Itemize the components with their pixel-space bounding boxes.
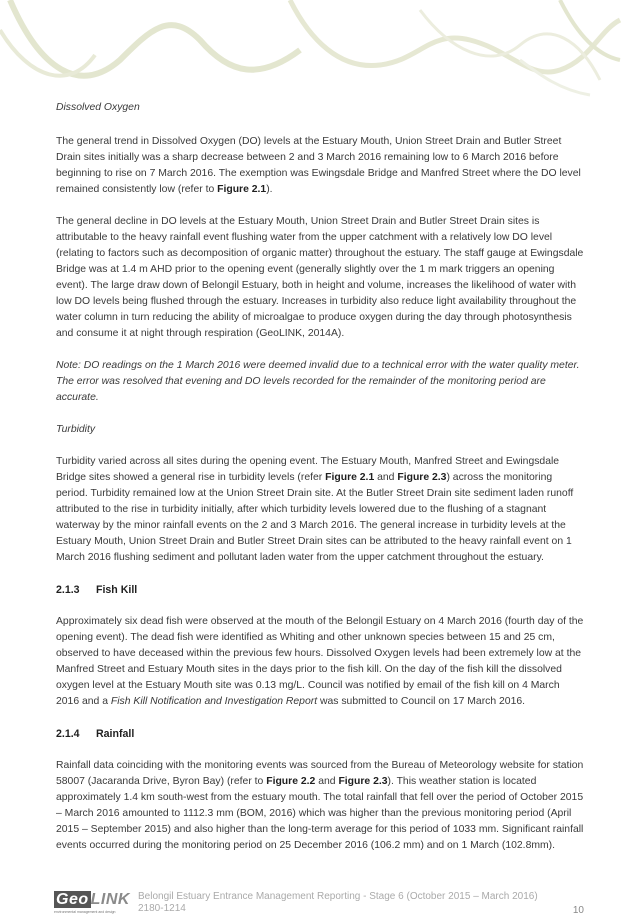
rainfall-paragraph: Rainfall data coinciding with the monitoring events was sourced from the Bureau of Meteorology website for station 58007 (Jacaranda Drive, Byron Bay) (refer to Figure 2.2 and Figure 2.3). This weather station is located approximately 1.4 km south-west from the estuary mouth. The total rainfall that fell over the period of October 2015 – March 2016 amounted to 1112.3 mm (BOM, 2016) which was higher than the previous monitoring period (April 2015 – September 2015) and also higher than the long-term average for this period of 1033 mm. Significant rainfall events occurred during the monitoring period on 25 December 2016 (106.2 mm) and on 1 March (102.8mm). bbox=[56, 760, 584, 851]
page-number: 10 bbox=[572, 905, 584, 916]
figure-reference: Figure 2.3 bbox=[397, 472, 447, 483]
fish-kill-paragraph: Approximately six dead fish were observed at the mouth of the Belongil Estuary on 4 March 2016 (fourth day of the opening event). The dead fish were identified as Whiting and other unknown species between 15 and 25 cm, observed to have deceased within the previous few hours. Dissolved Oxygen levels had been extremely low at the Manfred Street and Estuary Mouth sites in the days prior to the fish kill. On the day of the fish kill the dissolved oxygen level at the Estuary Mouth site was 0.13 mg/L. Council was notified by email of the fish kill on 4 March 2016 and a Fish Kill Notification and Investigation Report was submitted to Council on 17 March 2016. bbox=[56, 616, 584, 707]
dissolved-oxygen-paragraph-2: The general decline in DO levels at the Estuary Mouth, Union Street Drain and Butler Street Drain sites is attributable to the heavy rainfall event flushing water from the upper catchment with a relatively low DO level (relating to factors such as decomposition of organic matter) throughout the estuary. The staff gauge at Ewingsdale Bridge was at 1.4 m AHD prior to the opening event (generally slightly over the 1 m mark triggers an opening event). The large draw down of Belongil Estuary, both in height and volume, increases the likelihood of water with low DO levels being flushed through the estuary. Increases in turbidity also reduce light availability throughout the water column in turn reducing the ability of microalgae to produce oxygen during the day through photosynthesis and consume it at night through respiration (GeoLINK, 2014A). bbox=[56, 216, 584, 339]
header-decoration bbox=[0, 0, 637, 100]
footer-report-title: Belongil Estuary Entrance Management Reporting - Stage 6 (October 2015 – March 2016) 2180-1214 bbox=[138, 891, 558, 915]
rainfall-heading: 2.1.4 Rainfall bbox=[56, 728, 135, 740]
figure-reference: Figure 2.3 bbox=[338, 776, 388, 787]
page-footer bbox=[54, 891, 584, 924]
figure-reference: Figure 2.1 bbox=[325, 472, 375, 483]
geolink-logo: Geo LINK environmental management and design bbox=[54, 891, 130, 914]
dissolved-oxygen-paragraph-1: The general trend in Dissolved Oxygen (DO) levels at the Estuary Mouth, Union Street Drain and Butler Street Drain sites initially was a sharp decrease between 2 and 3 March 2016 remaining low to 6 March 2016 before beginning to rise on 7 March 2016. The exemption was Ewingsdale Bridge and Manfred Street where the DO level remained consistently low (refer to Figure 2.1). bbox=[56, 136, 581, 195]
page-content bbox=[56, 100, 584, 870]
figure-reference: Figure 2.1 bbox=[217, 184, 267, 195]
turbidity-heading: Turbidity bbox=[56, 424, 96, 435]
turbidity-paragraph: Turbidity varied across all sites during the opening event. The Estuary Mouth, Manfred Street and Ewingsdale Bridge sites showed a general rise in turbidity levels (refer Figure 2.1 and Figure 2.3) across the monitoring period. Turbidity remained low at the Union Street Drain site. At the Butler Street Drain site sediment laden runoff attributed to the rise in turbidity initially, after which turbidity levels lowered due to the flushing of a stagnant waterway by the minor rainfall events on the 2 and 3 March 2016. The general increase in turbidity levels at the Estuary Mouth, Union Street Drain and Butler Street Drain sites can be attributed to the heavy rainfall event on 1 March 2016 flushing sediment and pollutant laden water from the upper catchment throughout the estuary. bbox=[56, 456, 574, 563]
dissolved-oxygen-heading: Dissolved Oxygen bbox=[56, 102, 140, 113]
figure-reference: Figure 2.2 bbox=[266, 776, 316, 787]
dissolved-oxygen-note: Note: DO readings on the 1 March 2016 were deemed invalid due to a technical error with the water quality meter. The error was resolved that evening and DO levels recorded for the remainder of the monitoring period are accurate. bbox=[56, 360, 580, 403]
footer-reference: 2180-1214 bbox=[138, 903, 186, 914]
fish-kill-heading: 2.1.3 Fish Kill bbox=[56, 584, 138, 596]
